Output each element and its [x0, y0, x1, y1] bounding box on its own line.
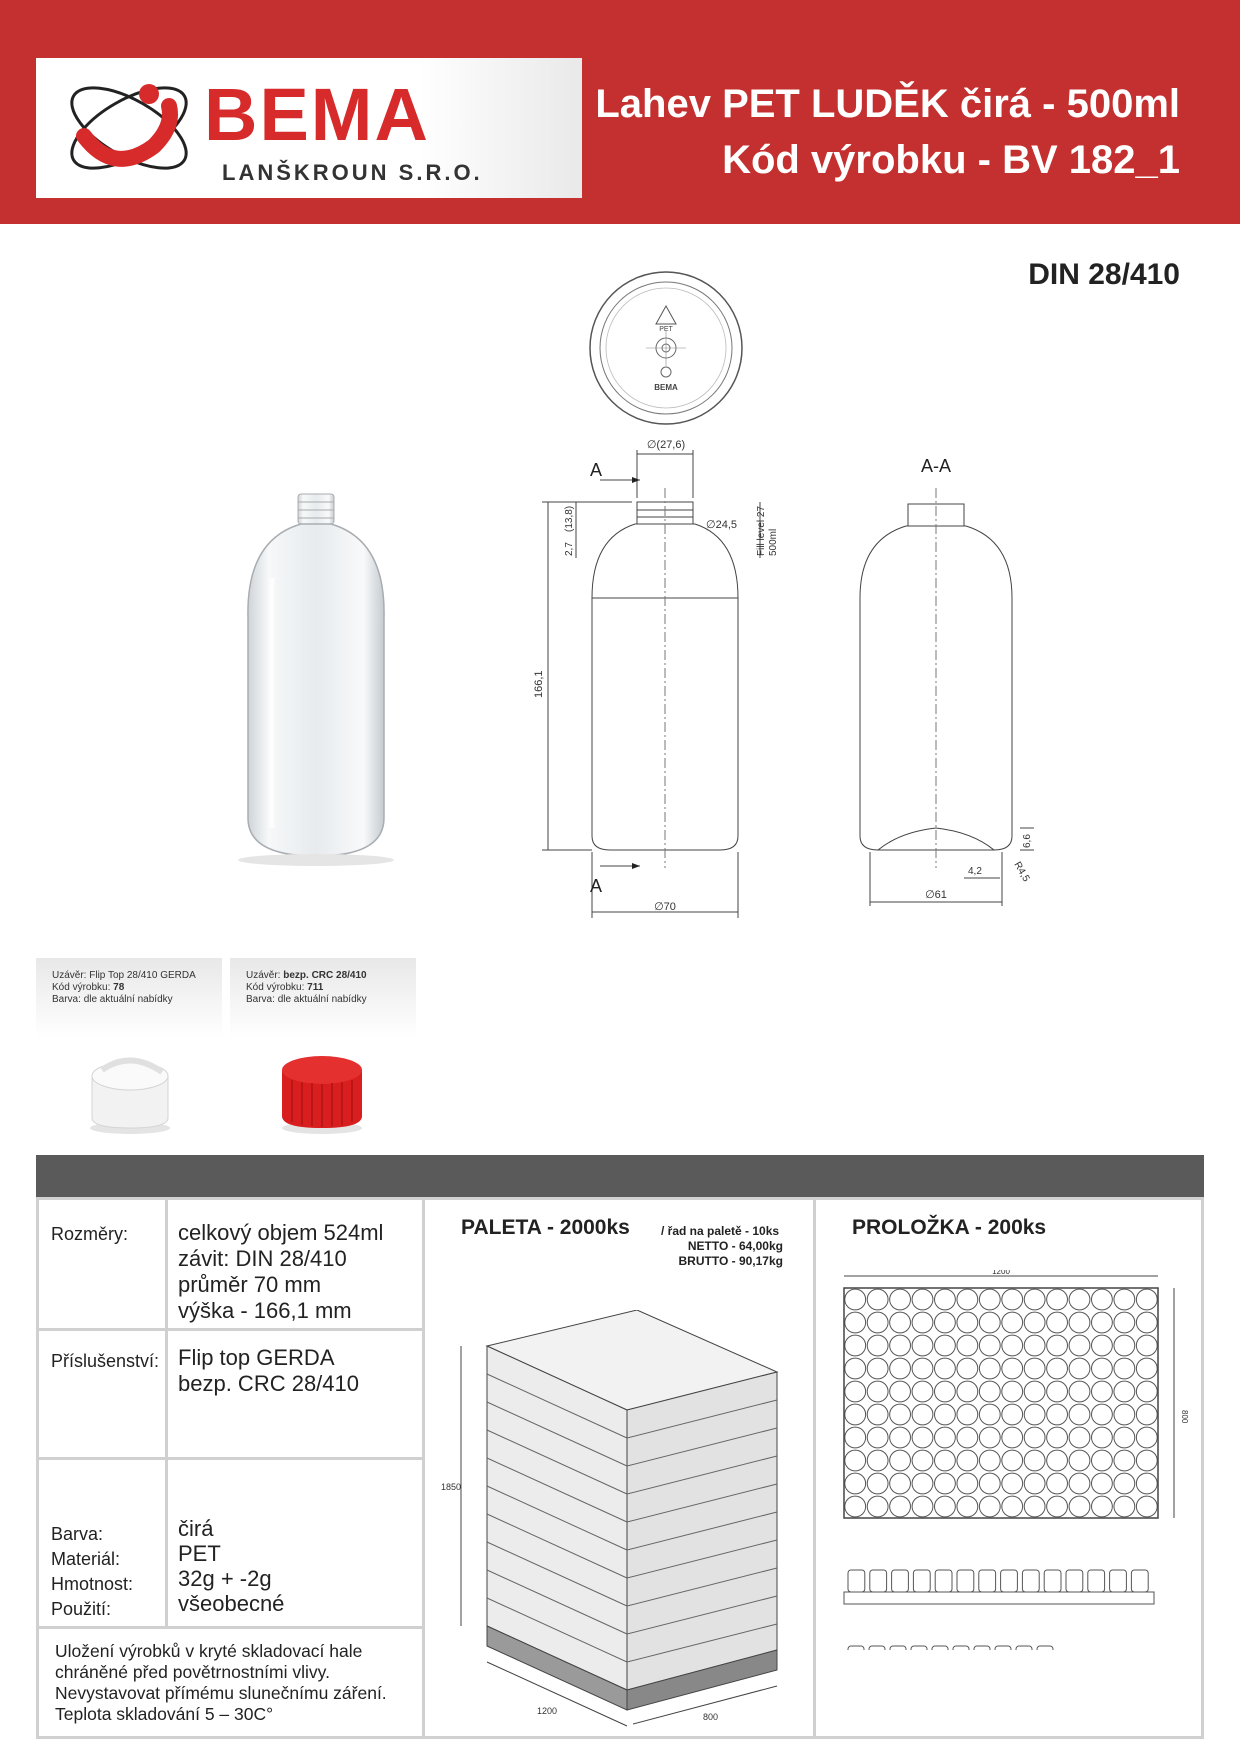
pad-bottle-slot	[957, 1404, 978, 1425]
pad-bottle-slot	[890, 1381, 911, 1402]
pad-side-bottle	[1044, 1570, 1061, 1592]
pad-bottle-slot	[1024, 1496, 1045, 1517]
pad-bottle-slot	[1069, 1358, 1090, 1379]
pad-bottle-slot	[867, 1473, 888, 1494]
pallet-height: 1850	[441, 1482, 462, 1492]
pad-bottle-slot	[1092, 1473, 1113, 1494]
pad-bottle-slot	[890, 1335, 911, 1356]
prislusenstvi-label: Příslušenství:	[51, 1351, 160, 1371]
pad-bottle-slot	[979, 1289, 1000, 1310]
section-mark-top: A	[590, 460, 603, 480]
pad-bottle-slot	[890, 1427, 911, 1448]
pad-bottle-slot	[1024, 1312, 1045, 1333]
pad-bottle-slot	[1069, 1335, 1090, 1356]
pad-bottle-slot	[890, 1450, 911, 1471]
pad-bottle-slot	[979, 1358, 1000, 1379]
pad-bottle-slot	[979, 1335, 1000, 1356]
spec-diameter: průměr 70 mm	[178, 1272, 322, 1297]
pad-side-bottle	[932, 1646, 948, 1650]
pad-bottle-slot	[935, 1381, 956, 1402]
pad-bottle-slot	[1002, 1312, 1023, 1333]
pad-bottle-slot	[1047, 1427, 1068, 1448]
pad-bottle-slot	[1047, 1335, 1068, 1356]
pad-side-bottle	[1022, 1570, 1039, 1592]
pad-bottle-slot	[1002, 1450, 1023, 1471]
dim-shoulder: 2,7	[564, 542, 575, 556]
pad-bottle-slot	[957, 1312, 978, 1333]
pad-bottle-slot	[1092, 1335, 1113, 1356]
pad-bottle-slot	[1136, 1496, 1157, 1517]
material-label: Materiál:	[51, 1549, 121, 1569]
pad-bottle-slot	[1136, 1450, 1157, 1471]
technical-drawing-section	[840, 448, 1040, 908]
pad-bottle-slot	[1092, 1404, 1113, 1425]
pad-bottle-slot	[890, 1404, 911, 1425]
pad-bottle-slot	[912, 1358, 933, 1379]
pad-bottle-slot	[890, 1312, 911, 1333]
product-title: Lahev PET LUDĚK čirá - 500ml	[595, 82, 1180, 126]
cap-label: Uzávěr:	[52, 970, 87, 981]
pad-bottle-slot	[1047, 1404, 1068, 1425]
pad-bottle-slot	[979, 1473, 1000, 1494]
pad-bottle-slot	[1114, 1473, 1135, 1494]
technical-drawing-front	[520, 428, 820, 928]
prolozka-panel	[813, 1197, 1204, 1739]
cap-brand-mark: BEMA	[654, 383, 678, 392]
cap-color: dle aktuální nabídky	[277, 994, 367, 1005]
rozmery-label: Rozměry:	[51, 1224, 129, 1244]
pad-bottle-slot	[867, 1289, 888, 1310]
pad-side-bottle	[892, 1570, 909, 1592]
pad-bottle-slot	[935, 1450, 956, 1471]
pad-side-bottle	[979, 1570, 996, 1592]
pad-side-bottle	[1110, 1570, 1127, 1592]
pad-side-bottle	[1016, 1646, 1032, 1650]
pad-bottle-slot	[1002, 1427, 1023, 1448]
prislusenstvi-label-cell	[36, 1328, 168, 1460]
pad-bottle-slot	[1002, 1381, 1023, 1402]
pad-bottle-slot	[1092, 1312, 1113, 1333]
pad-height: 800	[1180, 1410, 1189, 1424]
pad-bottle-slot	[1092, 1496, 1113, 1517]
pad-bottle-slot	[935, 1473, 956, 1494]
paleta-panel	[422, 1197, 816, 1739]
pallet-drawing	[437, 1310, 797, 1730]
flip-top-cap-image	[80, 1048, 180, 1138]
cap-name: bezp. CRC 28/410	[283, 970, 367, 981]
pad-bottle-slot	[1069, 1312, 1090, 1333]
pad-bottle-slot	[867, 1404, 888, 1425]
pad-bottle-slot	[890, 1496, 911, 1517]
cap-name: Flip Top 28/410 GERDA	[89, 970, 196, 981]
pad-bottle-slot	[1047, 1473, 1068, 1494]
pad-bottle-slot	[1047, 1496, 1068, 1517]
pad-bottle-slot	[890, 1358, 911, 1379]
pad-bottle-slot	[1069, 1381, 1090, 1402]
dim-height: 166,1	[533, 670, 545, 698]
pad-bottle-slot	[935, 1289, 956, 1310]
pad-bottle-slot	[912, 1335, 933, 1356]
pad-bottle-slot	[1069, 1289, 1090, 1310]
pad-bottle-slot	[1024, 1358, 1045, 1379]
pad-bottle-slot	[867, 1312, 888, 1333]
pad-bottle-slot	[957, 1289, 978, 1310]
pad-bottle-slot	[935, 1496, 956, 1517]
pad-bottle-slot	[1024, 1335, 1045, 1356]
dim-neck-outer: ∅(27,6)	[646, 439, 686, 451]
dim-neck-height: (13,8)	[564, 505, 575, 532]
pad-side-bottle	[1066, 1570, 1083, 1592]
pad-bottle-slot	[1024, 1381, 1045, 1402]
pad-bottle-slot	[1024, 1473, 1045, 1494]
pad-bottle-slot	[912, 1381, 933, 1402]
hmotnost-label: Hmotnost:	[51, 1574, 134, 1594]
barva-label: Barva:	[51, 1524, 104, 1544]
dim-base-diameter: ∅61	[925, 889, 947, 901]
pad-side-bottle	[957, 1570, 974, 1592]
pad-bottle-slot	[1069, 1404, 1090, 1425]
prolozka-title: PROLOŽKA - 200ks	[852, 1216, 1047, 1239]
pad-bottle-slot	[957, 1381, 978, 1402]
pad-bottle-slot	[1092, 1427, 1113, 1448]
pallet-width: 800	[703, 1712, 719, 1722]
pad-bottle-slot	[1092, 1289, 1113, 1310]
cap-code-label: Kód výrobku:	[52, 982, 111, 993]
pad-bottle-slot	[979, 1312, 1000, 1333]
paleta-brutto: BRUTTO - 90,17kg	[678, 1254, 783, 1268]
paleta-rows: / řad na paletě - 10ks	[661, 1224, 780, 1238]
layer-pad-drawing	[836, 1270, 1196, 1650]
pad-bottle-slot	[867, 1335, 888, 1356]
pad-side-bottle	[911, 1646, 927, 1650]
pad-bottle-slot	[845, 1312, 866, 1333]
cap-code-label: Kód výrobku:	[246, 982, 305, 993]
rozmery-label-cell	[36, 1197, 168, 1331]
accessory-crc: bezp. CRC 28/410	[178, 1371, 359, 1396]
hmotnost-value: 32g + -2g	[178, 1566, 272, 1591]
pallet-length: 1200	[537, 1706, 558, 1716]
pad-bottle-slot	[1136, 1381, 1157, 1402]
pad-bottle-slot	[845, 1335, 866, 1356]
pad-bottle-slot	[890, 1289, 911, 1310]
pad-side-bottle	[869, 1646, 885, 1650]
pad-bottle-slot	[1002, 1473, 1023, 1494]
pad-side-bottle	[1131, 1570, 1148, 1592]
cap-card-flip-top	[36, 958, 222, 1038]
paleta-title: PALETA - 2000ks	[461, 1216, 630, 1239]
dim-base-radius: R4,5	[1011, 860, 1032, 884]
pad-bottle-slot	[1136, 1312, 1157, 1333]
cap-card-crc	[230, 958, 416, 1038]
pad-bottle-slot	[1136, 1404, 1157, 1425]
spec-thread: závit: DIN 28/410	[178, 1246, 347, 1271]
pad-bottle-slot	[935, 1358, 956, 1379]
cap-code: 78	[113, 982, 125, 993]
pad-bottle-slot	[935, 1335, 956, 1356]
pad-bottle-slot	[912, 1473, 933, 1494]
pad-bottle-slot	[979, 1427, 1000, 1448]
cap-top-view	[586, 268, 746, 428]
pad-bottle-slot	[1114, 1427, 1135, 1448]
pad-bottle-slot	[1136, 1473, 1157, 1494]
pad-bottle-slot	[1047, 1289, 1068, 1310]
pad-bottle-slot	[912, 1289, 933, 1310]
bottle-photo	[206, 488, 426, 868]
din-label: DIN 28/410	[1028, 258, 1180, 291]
paleta-netto: NETTO - 64,00kg	[687, 1239, 783, 1253]
pad-bottle-slot	[1024, 1450, 1045, 1471]
spec-height: výška - 166,1 mm	[178, 1298, 352, 1323]
pad-bottle-slot	[912, 1404, 933, 1425]
dim-diameter: ∅70	[654, 901, 676, 913]
storage-line-3: Nevystavovat přímému slunečnímu záření.	[55, 1683, 387, 1703]
pad-bottle-slot	[845, 1358, 866, 1379]
pad-side-bottle	[890, 1646, 906, 1650]
pad-bottle-slot	[845, 1450, 866, 1471]
pad-side-bottle	[953, 1646, 969, 1650]
pad-bottle-slot	[1024, 1404, 1045, 1425]
pad-bottle-slot	[1002, 1335, 1023, 1356]
pad-bottle-slot	[1092, 1450, 1113, 1471]
rozmery-values-cell	[165, 1197, 425, 1331]
dim-base-height: 6,6	[1022, 834, 1033, 848]
pad-side-bottle	[848, 1646, 864, 1650]
material-value: PET	[178, 1541, 221, 1566]
crc-cap-image	[272, 1048, 372, 1138]
pad-bottle-slot	[1092, 1381, 1113, 1402]
pad-bottle-slot	[1114, 1381, 1135, 1402]
pad-bottle-slot	[912, 1427, 933, 1448]
pouziti-label: Použití:	[51, 1599, 112, 1619]
pad-bottle-slot	[1136, 1358, 1157, 1379]
brand-subtitle: LANŠKROUN S.R.O.	[222, 160, 483, 185]
pad-bottle-slot	[1024, 1427, 1045, 1448]
pad-bottle-slot	[935, 1427, 956, 1448]
pad-bottle-slot	[867, 1427, 888, 1448]
pad-bottle-slot	[1069, 1473, 1090, 1494]
pad-bottle-slot	[845, 1381, 866, 1402]
pad-bottle-slot	[1047, 1450, 1068, 1471]
fill-level: Fill level 27	[756, 505, 767, 556]
pad-bottle-slot	[957, 1496, 978, 1517]
pad-bottle-slot	[979, 1381, 1000, 1402]
pad-bottle-slot	[957, 1450, 978, 1471]
pad-bottle-slot	[1024, 1289, 1045, 1310]
pad-bottle-slot	[912, 1312, 933, 1333]
prislusenstvi-values-cell	[165, 1328, 425, 1460]
section-title: A-A	[920, 456, 952, 476]
pad-side-bottle	[913, 1570, 930, 1592]
pouziti-value: všeobecné	[178, 1591, 285, 1616]
pad-bottle-slot	[912, 1496, 933, 1517]
pad-bottle-slot	[845, 1473, 866, 1494]
pad-bottle-slot	[1114, 1358, 1135, 1379]
logo-box	[36, 58, 582, 198]
cap-color-label: Barva:	[246, 994, 275, 1005]
pad-bottle-slot	[957, 1358, 978, 1379]
pad-bottle-slot	[1136, 1335, 1157, 1356]
pad-bottle-slot	[957, 1335, 978, 1356]
pad-bottle-slot	[1047, 1381, 1068, 1402]
pad-width: 1200	[992, 1270, 1010, 1276]
pad-side-bottle	[935, 1570, 952, 1592]
dim-base-offset: 4,2	[968, 866, 982, 877]
pad-bottle-slot	[935, 1404, 956, 1425]
dim-neck-inner: ∅24,5	[706, 519, 737, 531]
props-label-cell	[36, 1457, 168, 1629]
props-values-cell	[165, 1457, 425, 1629]
pad-bottle-slot	[1114, 1496, 1135, 1517]
pad-bottle-slot	[867, 1358, 888, 1379]
pad-bottle-slot	[845, 1289, 866, 1310]
pad-bottle-slot	[1002, 1358, 1023, 1379]
accessory-flip-top: Flip top GERDA	[178, 1345, 335, 1370]
pad-bottle-slot	[1047, 1358, 1068, 1379]
fill-volume: 500ml	[768, 528, 779, 556]
cap-color-label: Barva:	[52, 994, 81, 1005]
pad-bottle-slot	[979, 1404, 1000, 1425]
pad-bottle-slot	[1136, 1289, 1157, 1310]
pad-bottle-slot	[1114, 1289, 1135, 1310]
pad-bottle-slot	[1114, 1335, 1135, 1356]
pad-bottle-slot	[935, 1312, 956, 1333]
pad-bottle-slot	[1136, 1427, 1157, 1448]
product-code: Kód výrobku - BV 182_1	[722, 138, 1180, 182]
storage-line-2: chráněné před povětrnostními vlivy.	[55, 1662, 330, 1682]
pad-bottle-slot	[1047, 1312, 1068, 1333]
pad-bottle-slot	[845, 1427, 866, 1448]
cap-label: Uzávěr:	[246, 970, 281, 981]
cap-code: 711	[307, 982, 324, 993]
section-divider-bar	[36, 1155, 1204, 1197]
storage-line-1: Uložení výrobků v kryté skladovací hale	[55, 1641, 363, 1661]
pad-bottle-slot	[1114, 1312, 1135, 1333]
pad-side-bottle	[870, 1570, 887, 1592]
pad-side-bottle	[974, 1646, 990, 1650]
pad-bottle-slot	[979, 1496, 1000, 1517]
pad-bottle-slot	[867, 1381, 888, 1402]
brand-name: BEMA	[204, 73, 430, 156]
pad-side-bottle	[995, 1646, 1011, 1650]
recycle-pet-label: PET	[659, 326, 673, 333]
pad-bottle-slot	[912, 1450, 933, 1471]
pad-bottle-slot	[1069, 1450, 1090, 1471]
pad-bottle-slot	[890, 1473, 911, 1494]
pad-side-bottle	[1037, 1646, 1053, 1650]
cap-color: dle aktuální nabídky	[83, 994, 173, 1005]
pad-bottle-slot	[979, 1450, 1000, 1471]
storage-cell	[36, 1626, 425, 1739]
bema-logo-icon	[54, 66, 204, 190]
pad-side-bottle	[1001, 1570, 1018, 1592]
pad-bottle-slot	[867, 1450, 888, 1471]
pad-bottle-slot	[845, 1404, 866, 1425]
barva-value: čirá	[178, 1516, 214, 1541]
pad-bottle-slot	[867, 1496, 888, 1517]
pad-side-bottle	[848, 1570, 865, 1592]
pad-bottle-slot	[1002, 1289, 1023, 1310]
pad-bottle-slot	[957, 1427, 978, 1448]
storage-line-4: Teplota skladování 5 – 30C°	[55, 1704, 274, 1724]
pad-bottle-slot	[1114, 1450, 1135, 1471]
pad-bottle-slot	[1002, 1404, 1023, 1425]
pad-bottle-slot	[1002, 1496, 1023, 1517]
pad-bottle-slot	[1069, 1496, 1090, 1517]
spec-volume: celkový objem 524ml	[178, 1220, 384, 1245]
section-mark-bottom: A	[590, 876, 603, 896]
pad-bottle-slot	[957, 1473, 978, 1494]
pad-bottle-slot	[1114, 1404, 1135, 1425]
pad-bottle-slot	[1092, 1358, 1113, 1379]
pad-bottle-slot	[845, 1496, 866, 1517]
pad-side-bottle	[1088, 1570, 1105, 1592]
pad-bottle-slot	[1069, 1427, 1090, 1448]
